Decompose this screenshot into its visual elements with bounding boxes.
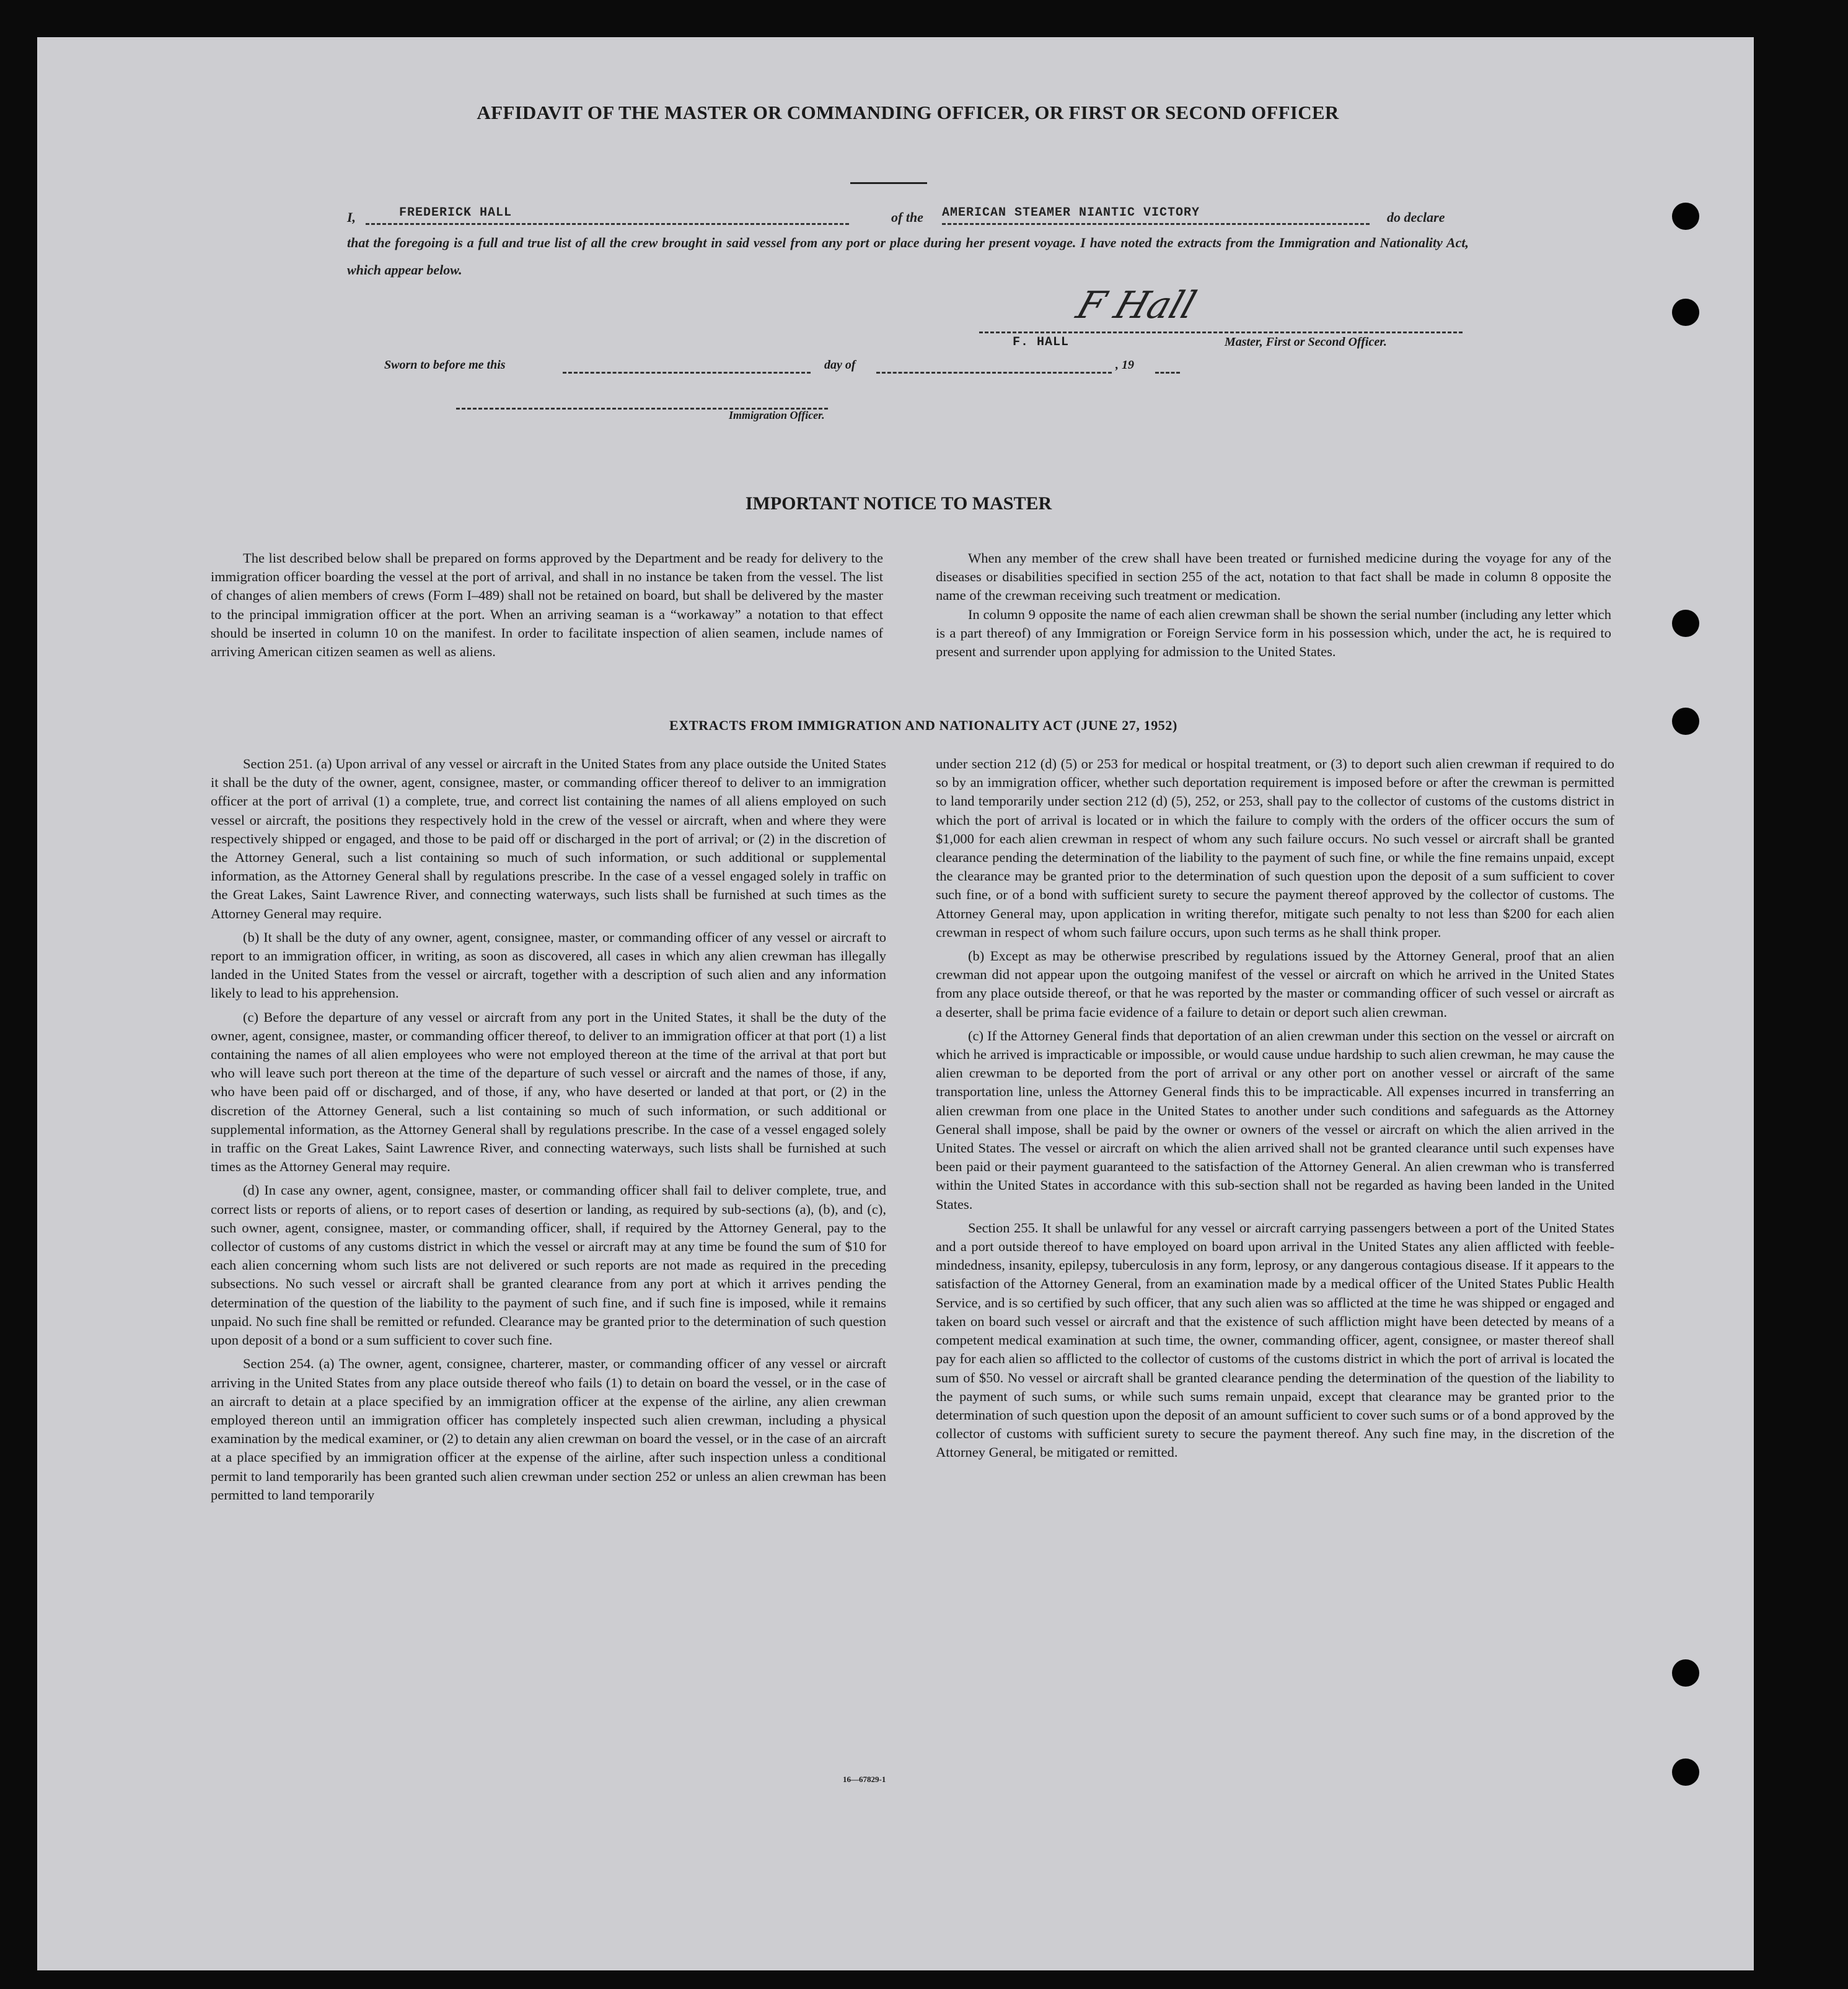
- section-254c: (c) If the Attorney General finds that deportation of an alien crewman under this section on the vessel or aircraft on which he arrived is impracticable or impossible, or would cause undue hardship to such alien crewman, he may cause the alien crewman to be deported from the port of arrival or any other port on another vessel or aircraft of the same transportation line, unless the Attorney General finds this to be impracticable. All expenses incurred in transferring an alien crewman from one place in the United States to another under such conditions and safeguards as the Attorney General shall impose, shall be paid by the owner or owners of the vessel or aircraft on which the alien arrived in the United States. The vessel or aircraft on which the alien arrived shall not be granted clearance until such expenses have been paid or their payment guaranteed to the satisfaction of the Attorney General. An alien crewman who is transferred within the United States in accordance with this sub-section shall not be regarded as having been landed in the United States.: [936, 1027, 1614, 1212]
- binder-hole: [1672, 203, 1699, 230]
- section-251b: (b) It shall be the duty of any owner, agent, consignee, master, or commanding officer of any vessel or aircraft to report to an immigration officer, in writing, as soon as discovered, all cases in which any alien crewman has illegally landed in the United States from the vessel or aircraft, together with a description of such alien and any information likely to lead to his apprehension.: [211, 929, 886, 1001]
- affidavit-title: AFFIDAVIT OF THE MASTER OR COMMANDING OFFICER, OR FIRST OR SECOND OFFICER: [477, 102, 1339, 123]
- signature-caption: Master, First or Second Officer.: [1225, 335, 1387, 349]
- month-field: [876, 354, 1112, 374]
- master-name: FREDERICK HALL: [399, 206, 513, 220]
- sworn-date-field: [563, 354, 811, 374]
- extracts-left-column: [211, 755, 886, 1504]
- handwritten-signature: F Hall: [1071, 284, 1202, 327]
- notice-left-paragraph: The list described below shall be prepared on forms approved by the Department and be ready for delivery to the immigration officer boarding the vessel at the port of arrival, and shall in no instance be taken from the vessel. The list of changes of alien members of crews (Form I–489) shall not be retained on board, but shall be delivered by the master to the principal immigration officer at the port. When an arriving seaman is a “workaway” a notation to that effect should be inserted in column 10 on the manifest. In order to facilitate inspection of alien seamen, include names of arriving American citizen seamen as well as aliens.: [211, 550, 883, 660]
- notice-right-paragraph: When any member of the crew shall have been treated or furnished medicine during the voyage for any of the diseases or disabilities specified in section 255 of the act, notation to that fact shall be made in column 8 opposite the name of the crewman receiving such treatment or medication.: [936, 550, 1611, 604]
- officer-caption: Immigration Officer.: [729, 409, 825, 421]
- notice-title: IMPORTANT NOTICE TO MASTER: [745, 493, 1052, 514]
- year-label: , 19: [1115, 358, 1134, 372]
- binder-hole: [1672, 1758, 1699, 1786]
- vessel-name-field: [942, 204, 1370, 225]
- notice-left-column: [211, 549, 883, 661]
- signature-line: [979, 313, 1463, 349]
- extracts-title: EXTRACTS FROM IMMIGRATION AND NATIONALITY ACT (JUNE 27, 1952): [669, 718, 1177, 733]
- vessel-name: AMERICAN STEAMER NIANTIC VICTORY: [942, 206, 1200, 220]
- master-name-field: [366, 204, 849, 225]
- section-254a: Section 254. (a) The owner, agent, consignee, charterer, master, or commanding officer of any vessel or aircraft arriving in the United States from any place outside thereof who fails (1) to detain on board the vessel, or in the case of an aircraft to detain at a place specified by an immigration officer at the expense of the airline, any alien crewman employed thereon until an immigration officer has completely inspected such alien crewman, including a physical examination by the medical examiner, or (2) to detain any alien crewman on board the vessel, or in the case of an aircraft at a place specified by an immigration officer at the expense of the airline, after such inspection unless a conditional permit to land temporarily has been granted such alien crewman under section 252 or unless an alien crewman has been permitted to land temporarily: [211, 1356, 886, 1503]
- binder-hole: [1672, 299, 1699, 326]
- form-code: 16—67829-1: [843, 1775, 886, 1784]
- signature-typed: F. HALL: [1013, 335, 1070, 349]
- declaration: [347, 204, 1469, 284]
- day-of-label: day of: [824, 358, 856, 372]
- extracts-right-column: [936, 755, 1614, 1462]
- notice-right-paragraph: In column 9 opposite the name of each alien crewman shall be shown the serial number (including any letter which is a part thereof) of any Immigration or Foreign Service form in his possession which, under the act, he is required to present and surrender upon applying for admission to the United States.: [936, 606, 1611, 660]
- binder-hole: [1672, 610, 1699, 637]
- section-254a-continued: under section 212 (d) (5) or 253 for medical or hospital treatment, or (3) to deport such alien crewman if required to do so by an immigration officer, whether such deportation requirement is imposed before or after the crewman is permitted to land temporarily under section 212 (d) (5), 252, or 253, shall pay to the collector of customs of the customs district in which the port of arrival is located or in which the failure to comply with the orders of the officer occurs the sum of $1,000 for each alien crewman in respect of whom any such failure occurs. No such vessel or aircraft shall be granted clearance pending the determination of the liability to the payment of such fine, or while the fine remains unpaid, except the clearance may be granted prior to the determination of such question upon the deposit of a sum sufficient to cover such fine, or of a bond with sufficient surety to secure the payment thereof approved by the collector of customs. The Attorney General may, upon application in writing therefor, mitigate such penalty to not less than $200 for each alien crewman in respect of whom such failure occurs, upon such terms as he shall think proper.: [936, 756, 1614, 940]
- section-255: Section 255. It shall be unlawful for any vessel or aircraft carrying passengers between a port of the United States and a port outside thereof to have employed on board upon arrival in the United States any alien afflicted with feeble-mindedness, insanity, epilepsy, tuberculosis in any form, leprosy, or any dangerous contagious disease. If it appears to the satisfaction of the Attorney General, from an examination made by a medical officer of the United States Public Health Service, and is so certified by such officer, that any such alien was so afflicted at the time he was shipped or engaged and taken on board such vessel or aircraft and that the existence of such affliction might have been detected by means of a competent medical examination at such time, the owner, commanding officer, agent, consignee, or master thereof shall pay for each alien so afflicted to the collector of customs of the customs district in which the port of arrival is located the sum of $50. No vessel or aircraft shall be granted clearance pending the determination of the question of the liability to the payment of such sums, or while such sums remain unpaid, except that clearance may be granted prior to the determination of such question upon the deposit of an amount sufficient to cover such sums or of a bond approved by the collector of customs with sufficient surety to secure the payment thereof. Any such fine may, in the discretion of the Attorney General, be mitigated or remitted.: [936, 1219, 1614, 1460]
- section-251d: (d) In case any owner, agent, consignee, master, or commanding officer shall fail to deliver complete, true, and correct lists or reports of aliens, or to report cases of desertion or landing, as required by sub-sections (a), (b), and (c), such owner, agent, consignee, master, or commanding officer, shall, if required by the Attorney General, pay to the collector of customs of any customs district in which the vessel or aircraft may at any time be found the sum of $10 for each alien concerning whom such lists are not delivered or such reports are not made as required in the preceding subsections. No such vessel or aircraft shall be granted clearance from any port at which it arrives pending the determination of the question of the liability to the payment of such fine, and if such fine is imposed, while it remains unpaid. No such fine shall be remitted or refunded. Clearance may be granted prior to the determination of such question upon deposit of a bond or a sum sufficient to cover such fine.: [211, 1182, 886, 1348]
- section-254b: (b) Except as may be otherwise prescribed by regulations issued by the Attorney General, proof that an alien crewman did not appear upon the outgoing manifest of the vessel or aircraft on which he arrived in the United States from any place outside thereof, or that he was reported by the master or commanding officer of such vessel or aircraft as a deserter, shall be prima facie evidence of a failure to detain or deport such alien crewman.: [936, 948, 1614, 1020]
- section-251c: (c) Before the departure of any vessel or aircraft from any port in the United States, it shall be the duty of the owner, agent, consignee, master, or commanding officer thereof, to deliver to an immigration officer at that port (1) a list containing the names of all alien employees who were not employed thereon at the time of the arrival at that port but who will leave such port thereon at the time of the departure of such vessel or aircraft and the names of those, if any, who have been paid off or discharged, and of those, if any, who have deserted or landed at that port, or (2) in the discretion of the Attorney General, such a list containing so much of such information, or such additional or supplemental information, as the Attorney General shall by regulations prescribe. In the case of a vessel engaged solely in traffic on the Great Lakes, Saint Lawrence River, and connecting waterways, such lists shall be furnished at such times as the Attorney General may require.: [211, 1009, 886, 1175]
- do-declare-label: do declare: [1387, 209, 1445, 225]
- sworn-label: Sworn to before me this: [384, 358, 506, 372]
- year-field: [1155, 354, 1180, 374]
- section-251a: Section 251. (a) Upon arrival of any vessel or aircraft in the United States from any place outside the United States it shall be the duty of the owner, agent, consignee, master, or commanding officer thereof to deliver to an immigration officer at the port of arrival (1) a complete, true, and correct list containing the names of all aliens employed on such vessel or aircraft, the positions they respectively hold in the crew of the vessel or aircraft, when and where they were respectively shipped or engaged, and those to be paid off or discharged in the port of arrival; or (2) in the discretion of the Attorney General, such a list containing so much of such information, or such additional or supplemental information, as the Attorney General shall by regulations prescribe. In the case of a vessel engaged solely in traffic on the Great Lakes, Saint Lawrence River, and connecting waterways, such lists shall be furnished at such times as the Attorney General may require.: [211, 756, 886, 921]
- binder-hole: [1672, 1659, 1699, 1687]
- of-the-label: of the: [891, 209, 923, 225]
- notice-right-column: [936, 549, 1611, 661]
- prefix-i: I,: [347, 209, 356, 225]
- declaration-text: that the foregoing is a full and true list of all the crew brought in said vessel from any port or place during her present voyage. I have noted the extracts from the Immigration and Nationality Act, which appear below.: [347, 235, 1469, 278]
- title-rule: [850, 182, 927, 184]
- binder-hole: [1672, 708, 1699, 735]
- immigration-officer-line: [456, 390, 828, 410]
